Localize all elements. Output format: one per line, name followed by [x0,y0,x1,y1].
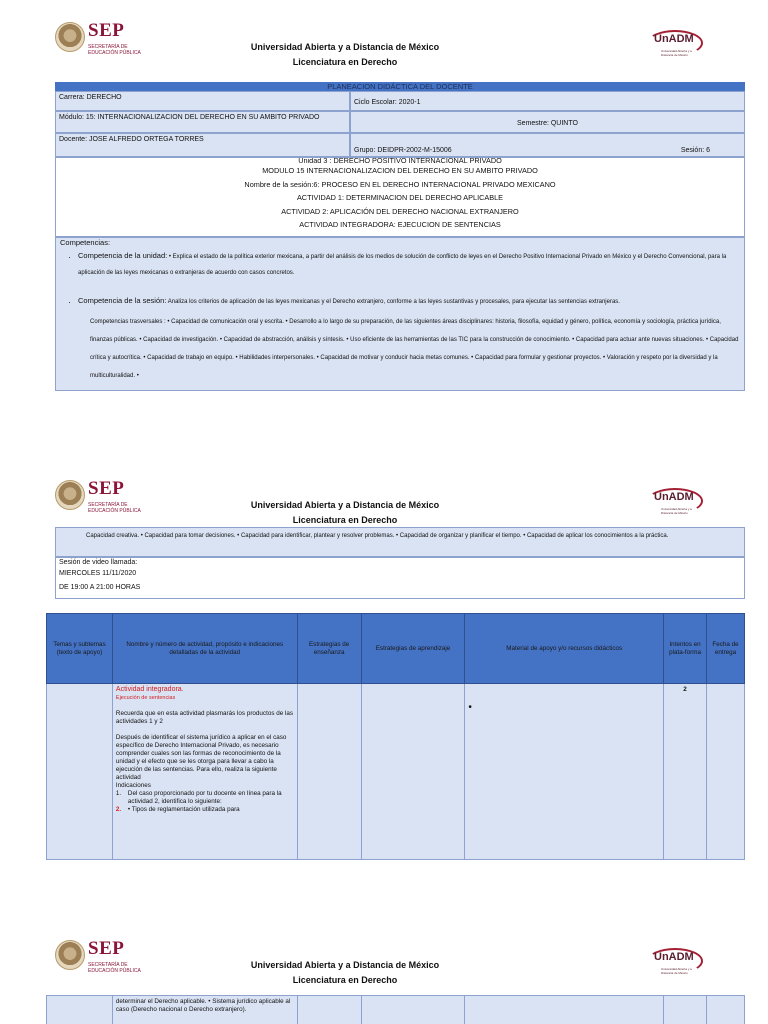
video-session-time: DE 19:00 A 21:00 HORAS [59,583,141,591]
competencias-continuation: Capacidad creativa. • Capacidad para tomar decisiones. • Capacidad para identificar, plantear y resolver problemas. • Capacidad de organizar y planificar el tiempo. • Capacidad de aplicar los conocimientos a la práctica. [55,527,745,557]
competencias-heading: Competencias: [60,238,111,247]
sesion-number: Sesión: 6 [680,147,710,154]
unadm-logo-text: UnADM [654,33,694,45]
sep-logo-subtitle: SECRETARÍA DE EDUCACIÓN PÚBLICA [88,44,141,56]
competencia-unidad-label: Competencia de la unidad: [78,251,168,260]
activity-cell-continued [112,996,297,1024]
indicacion-item-1 [116,790,294,806]
competencias-transversales: Competencias trasversales : • Capacidad de comunicación oral y escrita. • Desarrollo a lo largo de su preparación, de las siguientes áreas disciplinares: historia, filosofía, equidad y género, política, economía y sociología, práctica jurídica, finanzas públicas. • Capacidad de investigación. • Capacidad de abstracción, análisis y síntesis. • Uso eficiente de las herramientas de las TIC para la construcción de conocimiento. • Capacidad para actuar ante nuevas situaciones. • Capacidad crítica y autocrítica. • Capacidad de trabajo en equipo. • Habilidades interpersonales. • Capacidad de motivar y conducir hacia metas comunes. • Capacidad para formular y gestionar proyectos. • Valoración y respeto por la diversidad y la multiculturalidad. • [90,318,739,379]
docente-cell: Docente: JOSE ALFREDO ORTEGA TORRES [55,133,350,157]
fecha-cell [707,684,745,860]
indicacion-number-2: 2. [115,806,122,813]
material-bullet: • [468,702,472,713]
competencias-block [55,237,745,391]
activity-paragraph-2: Después de identificar el sistema jurídico a aplicar en el caso específico de Derecho Internacional Privado, es necesario comprender cuales son las formas de reconocimiento de la unidad y el efecto que se les otorga para llevar a cabo la ejecución de las sentencias. Para ello, realiza la siguiente actividad [115,734,287,781]
page-header-1 [0,16,768,76]
program-name: Licenciatura en Derecho [292,515,398,525]
activity-title: Actividad integradora. [115,686,184,693]
unadm-logo [645,30,705,62]
competencia-unidad [78,248,740,281]
semestre-cell: Semestre: QUINTO [350,111,745,133]
university-name: Universidad Abierta y a Distancia de México [250,500,440,510]
program-name: Licenciatura en Derecho [292,975,398,985]
sep-logo [55,938,175,978]
temas-cell [47,684,113,860]
temas-cell [47,996,113,1024]
header-estrategias-ensenanza: Estrategias de enseñanza [297,614,361,684]
unadm-logo [645,948,705,980]
material-cell [465,996,664,1024]
indicacion-number-1: 1. [115,790,122,797]
sep-logo-subtitle: SECRETARÍA DE EDUCACIÓN PÚBLICA [88,502,141,514]
activity-subtitle: Ejecución de sentencias [115,695,176,701]
indicaciones-label: Indicaciones [115,782,151,789]
unadm-logo-subtitle: Universidad Abierta y a Distancia de México [661,49,692,57]
competencia-sesion [78,293,740,311]
sep-logo-subtitle: SECRETARÍA DE EDUCACIÓN PÚBLICA [88,962,141,974]
indicacion-item-2 [116,806,294,814]
sep-logo-text: SEP [88,478,125,499]
header-actividad: Nombre y número de actividad, propósito e indicaciones detalladas de la actividad [112,614,297,684]
header-titles [200,498,490,528]
aprendizaje-cell [361,996,465,1024]
competencia-unidad-text: • Explica el estado de la política exterior mexicana, a partir del análisis de los medios de solución de conflicto de leyes en el Derecho Positivo Internacional Privado en México y el Derecho Convencional, para la aplicación de las leyes mexicanas o extranjeras de acuerdo con casos concretos. [78,254,727,276]
header-estrategias-aprendizaje: Estrategias de aprendizaje [361,614,465,684]
unadm-logo-text: UnADM [654,951,694,963]
ensenanza-cell [297,996,361,1024]
unadm-logo-text: UnADM [654,491,694,503]
page-header-2 [0,474,768,534]
video-session-date: MIERCOLES 11/11/2020 [59,570,137,577]
unadm-logo-subtitle: Universidad Abierta y a Distancia de México [661,507,692,515]
activity-continued-text: determinar el Derecho aplicable. • Sistema jurídico aplicable al caso (Derecho nacional o Derecho extranjero). [115,998,291,1013]
modulo-line: MODULO 15 INTERNACIONALIZACION DEL DERECHO EN SU AMBITO PRIVADO [262,166,538,175]
grupo-cell [350,133,745,157]
unidad-block [55,157,745,237]
activity-cell [112,684,297,860]
sep-emblem-icon [55,480,85,510]
header-titles [200,40,490,70]
aprendizaje-cell [361,684,465,860]
activity-paragraph-1: Recuerda que en esta actividad plasmarás los productos de las actividades 1 y 2 [115,710,294,725]
video-session-block [55,557,745,599]
modulo-cell: Módulo: 15: INTERNACIONALIZACION DEL DERECHO EN SU AMBITO PRIVADO [55,111,350,133]
ensenanza-cell [297,684,361,860]
sep-emblem-icon [55,940,85,970]
ciclo-cell: Ciclo Escolar: 2020-1 [350,91,745,111]
planeacion-grid [55,91,745,157]
sep-logo [55,478,175,518]
sep-logo-text: SEP [88,20,125,41]
unidad-line: Unidad 3 : DERECHO POSITIVO INTERNACIONAL PRIVADO [298,157,502,165]
activity-table [46,613,745,860]
actividad2-line: ACTIVIDAD 2: APLICACIÓN DEL DERECHO NACIONAL EXTRANJERO [281,206,519,216]
header-titles [200,958,490,988]
intentos-cell [664,684,707,860]
sep-logo-text: SEP [88,938,125,959]
planeacion-title: PLANEACION DIDÁCTICA DEL DOCENTE [55,82,745,91]
unadm-logo [645,488,705,520]
program-name: Licenciatura en Derecho [292,57,398,67]
unadm-logo-subtitle: Universidad Abierta y a Distancia de México [661,967,692,975]
sep-logo [55,20,175,60]
actividad1-line: ACTIVIDAD 1: DETERMINACION DEL DERECHO APLICABLE [296,193,504,202]
competencia-sesion-text: Analiza los criterios de aplicación de las leyes mexicanas y el Derecho extranjero, conforme a las leyes sustantivas y procesales, para ejecutar las sentencias extranjeras. [167,299,620,305]
university-name: Universidad Abierta y a Distancia de México [250,42,440,52]
header-intentos: Intentos en plata-forma [664,614,707,684]
indicacion-text-1: Del caso proporcionado por tu docente en línea para la actividad 2, identifica lo siguiente: [127,790,282,805]
fecha-cell [707,996,745,1024]
activity-table-continued [46,995,745,1024]
intentos-cell [664,996,707,1024]
actividad-integradora-line: ACTIVIDAD INTEGRADORA: EJECUCION DE SENTENCIAS [299,220,501,229]
material-cell [465,684,664,860]
header-fecha: Fecha de entrega [707,614,745,684]
grupo-value: Grupo: DEIDPR-2002-M-15006 [354,147,452,154]
intentos-value: 2 [683,686,687,693]
university-name: Universidad Abierta y a Distancia de México [250,960,440,970]
page-header-3 [0,934,768,994]
carrera-cell: Carrera: DERECHO [55,91,350,111]
header-temas: Temas y subtemas (texto de apoyo) [47,614,113,684]
nombre-sesion-line: Nombre de la sesión:6: PROCESO EN EL DERECHO INTERNACIONAL PRIVADO MEXICANO [244,179,556,189]
competencia-sesion-label: Competencia de la sesión: [78,296,167,305]
sep-emblem-icon [55,22,85,52]
video-session-label: Sesión de video llamada: [59,559,138,566]
indicacion-text-2: • Tipos de reglamentación utilizada para [127,806,240,813]
header-material: Material de apoyo y/o recursos didácticos [465,614,664,684]
